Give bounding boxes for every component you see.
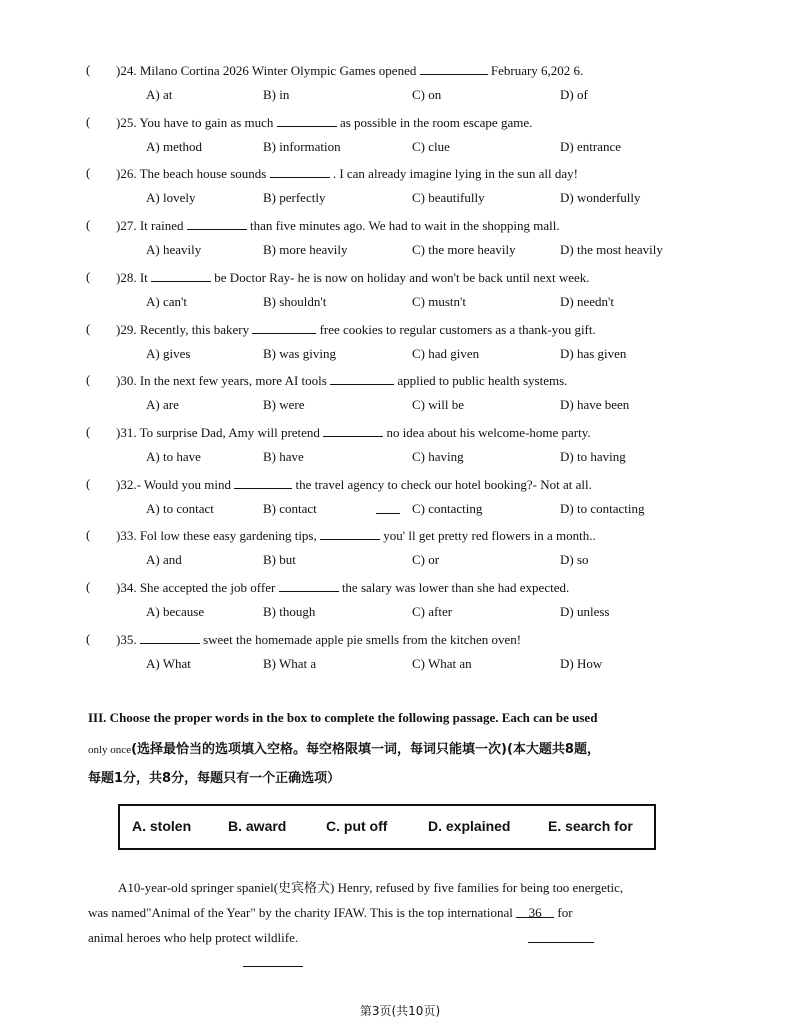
stem-start: )25. You have to gain as much	[116, 114, 274, 130]
option-b[interactable]: B) contact	[263, 500, 317, 516]
passage-line-1: A10-year-old springer spaniel(史宾格犬) Henry, refused by five families for being too energetic,	[118, 880, 624, 895]
word-box	[118, 804, 656, 850]
option-b[interactable]: B) were	[263, 397, 305, 413]
question-stem	[116, 372, 567, 389]
option-a[interactable]: A) lovely	[146, 190, 196, 206]
answer-paren[interactable]: (	[86, 113, 91, 129]
answer-paren[interactable]: (	[86, 475, 91, 491]
option-a[interactable]: A) to have	[146, 448, 201, 464]
option-b[interactable]: B) in	[263, 87, 290, 102]
answer-blank[interactable]	[234, 476, 292, 489]
stray-blank-line	[243, 966, 303, 967]
question-stem	[116, 527, 596, 544]
blank-36[interactable]	[516, 905, 554, 918]
answer-paren[interactable]: (	[86, 217, 91, 233]
question-stem	[116, 579, 569, 596]
answer-paren[interactable]: (	[86, 320, 91, 336]
stem-start: )29. Recently, this bakery	[116, 321, 250, 337]
option-c[interactable]: C) or	[412, 552, 440, 568]
passage-line-2	[88, 905, 573, 921]
option-c[interactable]: C) the more heavily	[412, 242, 516, 258]
word-option-c: C. put off	[326, 818, 388, 834]
stem-end: sweet the homemade apple pie smells from the kitchen oven!	[203, 631, 522, 647]
stem-end: applied to public health systems.	[397, 373, 568, 389]
passage-line-2-end: for	[557, 905, 573, 920]
question-stem	[116, 114, 532, 131]
passage-line-2-text: was named"Animal of the Year" by the charity IFAW. This is the top international	[88, 905, 513, 920]
stem-start: )26. The beach house sounds	[116, 166, 267, 182]
stem-end: free cookies to regular customers as a thank-you gift.	[319, 321, 596, 337]
stem-start: )31. To surprise Dad, Amy will pretend	[116, 424, 320, 440]
stem-start: )35.	[116, 631, 137, 647]
stem-end: you' ll get pretty red flowers in a month..	[383, 528, 596, 544]
stem-start: )33. Fol low these easy gardening tips,	[116, 528, 317, 544]
option-c[interactable]: C) beautifully	[412, 190, 485, 206]
instruction-en: only once	[88, 744, 132, 756]
answer-blank[interactable]	[420, 62, 488, 75]
stem-end: the salary was lower than she had expected.	[341, 580, 570, 595]
stem-end: as possible in the room escape game.	[339, 114, 533, 130]
answer-blank[interactable]	[320, 527, 380, 540]
option-d[interactable]: D) so	[560, 552, 589, 568]
option-a[interactable]: A) can't	[146, 293, 187, 309]
word-option-a: A. stolen	[132, 818, 192, 834]
stem-end: be Doctor Ray- he is now on holiday and won't be back until next week.	[214, 269, 590, 285]
question-stem	[116, 321, 596, 338]
word-option-b: B. award	[228, 818, 287, 834]
stem-start: )27. It rained	[116, 218, 184, 234]
stem-start: )24. Milano Cortina 2026 Winter Olympic Games opened	[116, 63, 417, 78]
option-a[interactable]: A) method	[146, 138, 202, 154]
option-a[interactable]: A) and	[146, 552, 182, 568]
option-a[interactable]: A) at	[146, 87, 173, 102]
option-d[interactable]: D) have been	[560, 397, 630, 413]
stem-end: . I can already imagine lying in the sun all day!	[332, 166, 578, 182]
stem-start: )34. She accepted the job offer	[116, 580, 276, 595]
option-c[interactable]: C) after	[412, 604, 453, 619]
question-stem	[116, 631, 521, 648]
option-c[interactable]: C) had given	[412, 345, 480, 361]
option-a[interactable]: A) What	[146, 655, 191, 671]
stem-end: no idea about his welcome-home party.	[386, 424, 591, 440]
answer-paren[interactable]: (	[86, 630, 91, 646]
option-c[interactable]: C) on	[412, 87, 442, 102]
answer-blank[interactable]	[330, 372, 394, 385]
answer-paren[interactable]: (	[86, 423, 91, 439]
option-b[interactable]: B) though	[263, 604, 316, 619]
answer-blank[interactable]	[252, 321, 316, 334]
page-footer: 第3页(共10页)	[359, 1004, 441, 1018]
option-a[interactable]: A) are	[146, 397, 179, 413]
stray-blank-line	[376, 501, 400, 514]
option-d[interactable]: D) How	[560, 655, 603, 671]
question-stem	[116, 269, 590, 286]
answer-blank[interactable]	[151, 269, 211, 282]
option-d[interactable]: D) needn't	[560, 293, 614, 309]
option-d[interactable]: D) wonderfully	[560, 190, 641, 206]
instruction-cn: (选择最恰当的选项填入空格。每空格限填一词，每词只能填一次)(本大题共8题，	[131, 742, 600, 757]
option-d[interactable]: D) unless	[560, 604, 610, 619]
answer-blank[interactable]	[270, 165, 330, 178]
option-c[interactable]: C) will be	[412, 397, 464, 413]
stem-start: )30. In the next few years, more AI tools	[116, 373, 327, 389]
option-d[interactable]: D) to having	[560, 448, 626, 464]
option-a[interactable]: A) to contact	[146, 500, 214, 516]
stem-start: )28. It	[116, 269, 148, 285]
answer-blank[interactable]	[323, 424, 383, 437]
option-d[interactable]: D) to contacting	[560, 500, 645, 516]
word-option-e: E. search for	[548, 818, 633, 834]
question-stem	[116, 217, 560, 234]
answer-paren[interactable]: (	[86, 268, 91, 284]
answer-blank[interactable]	[140, 631, 200, 644]
stem-start: )32.- Would you mind	[116, 476, 231, 492]
option-b[interactable]: B) information	[263, 138, 341, 154]
option-a[interactable]: A) heavily	[146, 242, 202, 258]
option-b[interactable]: B) have	[263, 448, 304, 464]
option-c[interactable]: C) having	[412, 448, 464, 464]
option-d[interactable]: D) the most heavily	[560, 242, 663, 258]
answer-paren[interactable]: (	[86, 372, 91, 388]
section-instruction	[88, 738, 600, 757]
option-b[interactable]: B) more heavily	[263, 242, 348, 258]
option-d[interactable]: D) has given	[560, 345, 627, 361]
stem-end: the travel agency to check our hotel booking?- Not at all.	[295, 476, 592, 492]
option-b[interactable]: B) shouldn't	[263, 293, 327, 309]
option-c[interactable]: C) clue	[412, 138, 450, 154]
stray-blank-line	[528, 942, 594, 943]
option-a[interactable]: A) because	[146, 604, 205, 619]
section-heading: III. Choose the proper words in the box to complete the following passage. Each can be used	[88, 710, 598, 725]
option-b[interactable]: B) but	[263, 552, 296, 568]
word-option-d: D. explained	[428, 818, 511, 834]
option-c[interactable]: C) mustn't	[412, 293, 466, 309]
answer-paren[interactable]: (	[86, 527, 91, 543]
answer-blank[interactable]	[277, 114, 337, 127]
answer-paren[interactable]: (	[86, 165, 91, 181]
stem-end: than five minutes ago. We had to wait in the shopping mall.	[250, 218, 560, 234]
option-b[interactable]: B) What a	[263, 655, 317, 671]
option-b[interactable]: B) perfectly	[263, 190, 326, 206]
option-c[interactable]: C) contacting	[412, 500, 483, 516]
section-scoring: 每题1分，共8分，每题只有一个正确选项）	[88, 771, 341, 786]
option-d[interactable]: D) entrance	[560, 138, 621, 154]
option-a[interactable]: A) gives	[146, 345, 191, 361]
option-c[interactable]: C) What an	[412, 655, 472, 671]
answer-blank[interactable]	[279, 579, 339, 592]
passage-line-3: animal heroes who help protect wildlife.	[88, 930, 299, 945]
option-d[interactable]: D) of	[560, 87, 588, 102]
answer-paren[interactable]: (	[86, 579, 91, 594]
question-stem	[116, 165, 578, 182]
question-stem	[116, 424, 591, 441]
blank-36-number: 36	[528, 905, 542, 920]
answer-paren[interactable]: (	[86, 62, 91, 77]
option-b[interactable]: B) was giving	[263, 345, 336, 361]
answer-blank[interactable]	[187, 217, 247, 230]
question-stem	[116, 476, 592, 493]
question-stem	[116, 62, 583, 79]
stem-end: February 6,202 6.	[490, 63, 584, 78]
